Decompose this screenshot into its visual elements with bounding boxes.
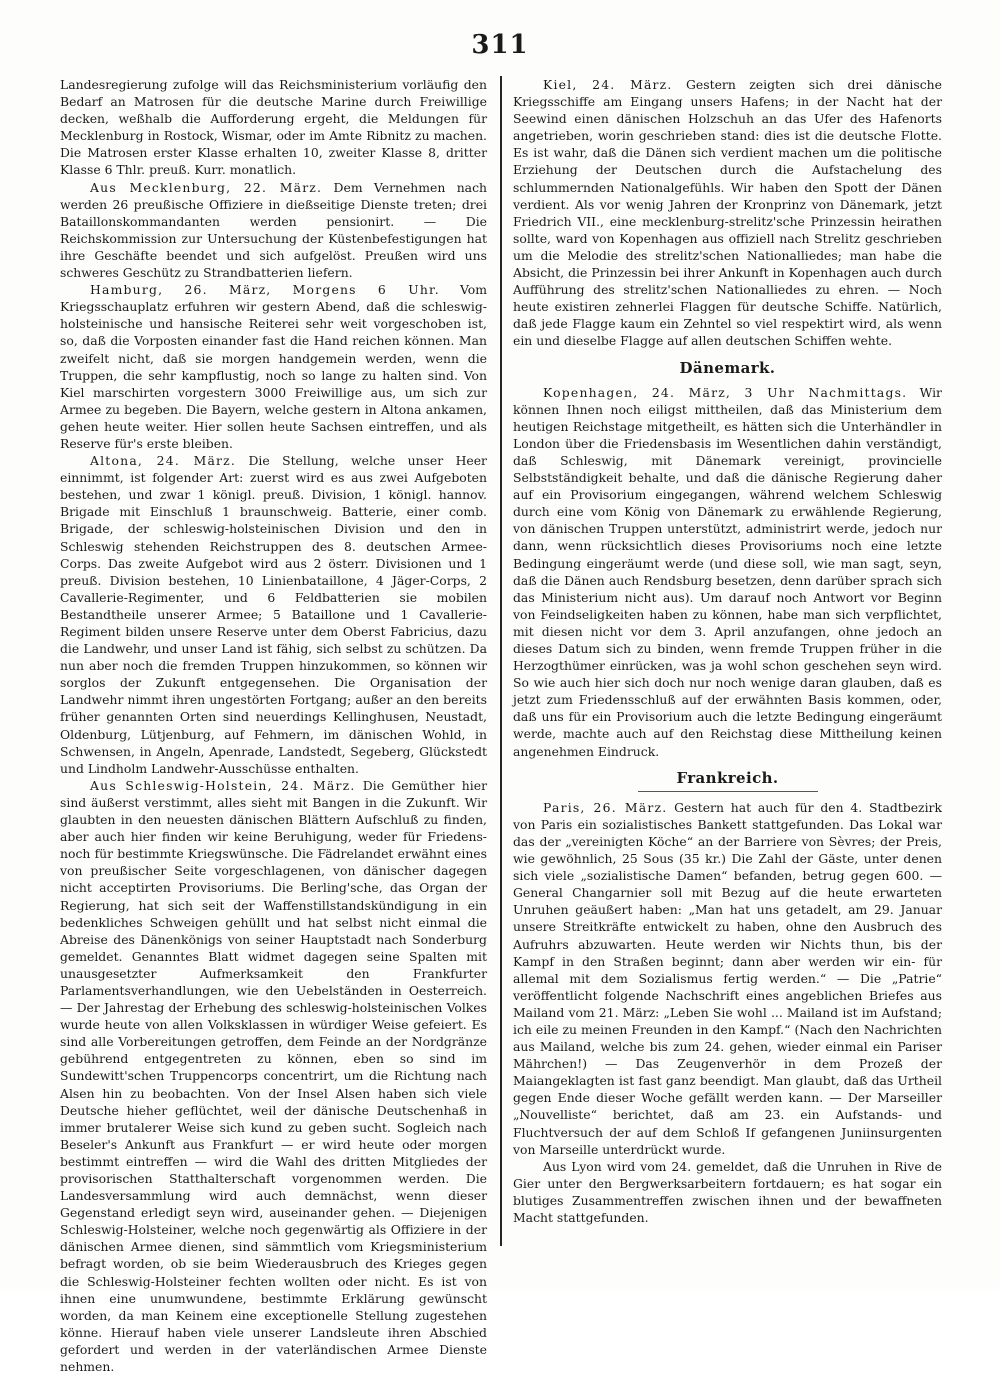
section-heading-france [513,770,942,792]
dateline: Aus Mecklenburg, 22. März. [90,179,323,195]
dateline: Hamburg, 26. März, Morgens 6 Uhr. [90,282,440,298]
article-paragraph [513,1158,942,1226]
article-text: Vom Kriegsschauplatz erfuhren wir gestern Abend, daß die schleswig-holsteinische und hansische Reiterei sehr weit vorgeschoben ist, so, daß die Vorposten einander fast die Hand reichen können. Man zweifelt nicht, daß sie morgen handgemein werden, wenn die Truppen, die sehr kampflustig, noch so lange zu halten sind. Von Kiel marschirten vorgestern 3000 Freiwillige aus, um sich zur Armee zu begeben. Die Bayern, welche gestern in Altona ankamen, gehen heute weiter. Hier sollen heute Sachsen eintreffen, und als Reserve für's erste bleiben. [60,282,487,451]
dateline: Altona, 24. März. [90,453,237,469]
article-text: Die Gemüther hier sind äußerst verstimmt, alles sieht mit Bangen in die Zukunft. Wir glaubten in den neuesten dänischen Blättern Aufschluß zu finden, aber auch hier finden wir keine Beruhigung, weder für Friedens- noch für bestimmte Kriegswünsche. Die Fädrelandet erwähnt eines von preußischer Seite vorgeschlagenen, von dänischer dagegen nicht acceptirten Provisoriums. Die Berling'sche, das Organ der Regierung, hat sich seit der Waffenstillstandskündigung in ein bedenkliches Schweigen gehüllt und hat selbst nicht einmal die Abreise des Dänenkönigs von seiner Hauptstadt nach Sonderburg gemeldet. Genanntes Blatt widmet dagegen seine Spalten mit unausgesetzter Aufmerksamkeit den Frankfurter Parlamentsverhandlungen, wie den Uebelständen in Oesterreich. — Der Jahrestag der Erhebung des schleswig-holsteinischen Volkes wurde heute von allen Volksklassen in würdiger Weise gefeiert. Es sind alle Vorbereitungen getroffen, dem Feinde an der Nordgränze gebührend entgegentreten zu können, eben so sind im Sundewitt'schen Truppencorps concentrirt, um die Richtung nach Alsen hin zu beobachten. Von der Insel Alsen haben sich viele Deutsche hieher geflüchtet, weil der dänische Deutschenhaß in immer brutalerer Weise sich kund zu geben sucht. Sogleich nach Beseler's Ankunft aus Frankfurt — er wird heute oder morgen bestimmt eintreffen — wird die Wahl des dritten Mitgliedes der provisorischen Statthalterschaft vorgenommen werden. Die Landesversammlung wird auch demnächst, wenn dieser Gegenstand erledigt seyn wird, auseinander gehen. — Diejenigen Schleswig-Holsteiner, welche noch gegenwärtig als Offiziere in der dänischen Armee dienen, sind sämmtlich vom Kriegsministerium befragt worden, ob sie beim Wiederausbruch des Krieges gegen die Schleswig-Holsteiner fechten wollten oder nicht. Es ist von ihnen eine unumwundene, bestimmte Erklärung gewünscht worden, da man Keinem eine exceptionelle Stellung zugestehen könne. Hierauf haben viele unserer Landsleute ihren Abschied gefordert und werden in der vaterländischen Armee Dienste nehmen. [60,777,487,1375]
heading-rule [638,791,818,792]
article-text: Aus Lyon wird vom 24. gemeldet, daß die Unruhen in Rive de Gier unter den Bergwerksarbeitern fortdauern; es hat sogar ein blutiges Zusammentreffen zwischen ihnen und der bewaffneten Macht stattgefunden. [513,1158,942,1225]
dateline: Paris, 26. März. [543,799,668,815]
page-number: 311 [471,30,529,60]
article-paragraph [513,799,942,1158]
section-title: Dänemark. [679,358,776,377]
column-divider [500,76,502,1246]
article-text: Die Stellung, welche unser Heer einnimmt, ist folgender Art: zuerst wird es aus zwei Aufgeboten bestehen, und zwar 1 königl. preuß. Division, 1 königl. hannov. Brigade mit Einschluß 1 braunschweig. Batterie, einer comb. Brigade, der schleswig-holsteinischen Division und den in Schleswig stehenden Reichstruppen des 8. deutschen Armee-Corps. Das zweite Aufgebot wird aus 2 österr. Divisionen und 1 preuß. Division bestehen, 10 Linienbataillone, 4 Jäger-Corps, 2 Cavallerie-Regimenter, und 6 Feldbatterien sie mobilen Bestandtheile unserer Armee; 5 Bataillone und 1 Cavallerie-Regiment bilden unsere Reserve unter dem Oberst Fabricius, dazu die Landwehr, und unser Land ist fähig, sich selbst zu schützen. Da nun aber noch die fremden Truppen hinzukommen, so können wir sorglos der Zukunft entgegensehen. Die Organisation der Landwehr nimmt ihren ungestörten Fortgang; außer an den bereits früher genannten Orten sind neuerdings Kellinghusen, Neustadt, Oldenburg, Lütjenburg, auf Fehmern, im dänischen Wohld, in Schwensen, in Angeln, Apenrade, Landstedt, Segeberg, Glückstedt und Lindholm Landwehr-Ausschüsse enthalten. [60,453,487,776]
dateline: Kiel, 24. März. [543,77,673,92]
article-paragraph [60,281,487,452]
right-column [513,76,942,1256]
article-text: Dem Vernehmen nach werden 26 preußische Offiziere in dießseitige Dienste treten; drei Bataillonskommandanten werden pensionirt. — Die Reichskommission zur Untersuchung der Küstenbefestigungen hat ihre Geschäfte beendet und sich aufgelöst. Preußen wird uns schweres Geschütz zu Strandbatterien liefern. [60,179,487,281]
section-heading-denmark [513,360,942,377]
article-paragraph [60,777,487,1375]
left-column [60,76,487,1375]
article-text: Gestern hat auch für den 4. Stadtbezirk von Paris ein sozialistisches Bankett stattgefunden. Das Lokal war das der „vereinigten Köche“ an der Barriere von Sèvres; der Preis, wie gewöhnlich, 25 Sous (35 kr.) Die Zahl der Gäste, unter denen sich viele „sozialistische Damen“ befanden, betrug gegen 600. — General Changarnier soll mit Bezug auf die heute erwarteten Unruhen geäußert haben: „Man hat uns getadelt, am 29. Januar unsere Streitkräfte entwickelt zu haben, ohne den Ausbruch des Aufruhrs abzuwarten. Heute werden wir Nichts thun, bis der Kampf in den Straßen beginnt; dann aber werden wir ein- für allemal mit dem Sozialismus fertig werden.“ — Die „Patrie“ veröffentlicht folgende Nachschrift eines angeblichen Briefes aus Mailand vom 21. März: „Leben Sie wohl ... Mailand ist im Aufstand; ich eile zu meinen Freunden in den Kampf.“ (Nach den Nachrichten aus Mailand, welche bis zum 24. gehen, wieder einmal ein Pariser Mährchen!) — Das Zeugenverhör in dem Prozeß der Maiangeklagten ist fast ganz beendigt. Man glaubt, daß das Urtheil gegen Ende dieser Woche gefällt werden kann. — Der Marseiller „Nouvelliste“ berichtet, daß am 23. ein Aufstands- und Fluchtversuch der auf dem Schloß If gefangenen Juniinsurgenten von Marseille unterdrückt wurde. [513,799,942,1157]
article-text: Gestern zeigten sich drei dänische Kriegsschiffe am Eingang unsers Hafens; in der Nacht hat der Seewind einen dänischen Holzschuh an das Ufer des Hafenorts angetrieben, worin geschrieben stand: dies ist die deutsche Flotte. Es ist wahr, daß die Dänen sich verdient machen um die politische Erziehung der Deutschen durch die Aufstachelung des schlummernden Nationalgefühls. Wir haben den Spott der Dänen verdient. Als vor wenig Jahren der Kronprinz von Dänemark, jetzt Friedrich VII., eine mecklenburg-strelitz'sche Prinzessin heirathen sollte, ward von Kopenhagen aus offiziell nach Strelitz geschrieben um die Melodie des strelitz'schen Nationalliedes; man habe die Absicht, die Prinzessin bei ihrer Ankunft in Kopenhagen auch durch Aufführung des strelitz'schen Nationalliedes zu ehren. — Noch heute existiren zehnerlei Flaggen für deutsche Schiffe. Natürlich, daß jede Flagge kaum ein Zehntel so viel respektirt wird, als wenn ein und dieselbe Flagge auf allen deutschen Schiffen wehte. [513,77,942,349]
article-paragraph [513,76,942,350]
article-paragraph [513,384,942,760]
dateline: Aus Schleswig-Holstein, 24. März. [90,777,356,793]
dateline: Kopenhagen, 24. März, 3 Uhr Nachmittags. [543,384,908,400]
article-paragraph [60,179,487,282]
article-text: Landesregierung zufolge will das Reichsministerium vorläufig den Bedarf an Matrosen für die deutsche Marine durch Freiwillige decken, weßhalb die Aufforderung ergeht, die Meldungen für Mecklenburg in Rostock, Wismar, oder im Amte Ribnitz zu machen. Die Matrosen erster Klasse erhalten 10, zweiter Klasse 8, dritter Klasse 6 Thlr. preuß. Kurr. monatlich. [60,77,487,178]
article-text: Wir können Ihnen noch eiligst mittheilen, daß das Ministerium dem heutigen Reichstage mitgetheilt, es hätten sich die Unterhändler in London über die Friedensbasis im Wesentlichen dahin verständigt, daß Schleswig, mit Dänemark vereinigt, provincielle Selbstständigkeit behalte, und daß die dänische Regierung daher auf ein Provisorium eingegangen, während welchem Schleswig durch eine vom König von Dänemark zu erwählende Regierung, von dänischen Truppen unterstützt, administrirt werde, jedoch nur dann, wenn rücksichtlich dieses Provisoriums noch eine letzte Bedingung eingeräumt werde (und diese soll, wie man sagt, seyn, daß die Dänen auch Rendsburg besetzen, denn darüber sprach sich das Ministerium nicht aus). Um darauf noch Antwort vor Beginn von Feindseligkeiten haben zu können, habe man sich verpflichtet, mit diesen nicht vor dem 3. April anzufangen, ohne jedoch an dieses Datum sich zu binden, wenn fremde Truppen früher in die Herzogthümer einrücken, was ja wohl schon geschehen seyn wird. So wie auch hier sich doch nur noch wenige daran glauben, daß es jetzt zum Friedensschluß auf der erwähnten Basis kommen, oder, daß uns für ein Provisorium auch die letzte Bedingung eingeräumt werde, machte auch auf den Reichstag diese Mittheilung keinen angenehmen Eindruck. [513,384,942,759]
article-paragraph [60,76,487,179]
article-paragraph [60,452,487,777]
section-title: Frankreich. [676,768,779,787]
